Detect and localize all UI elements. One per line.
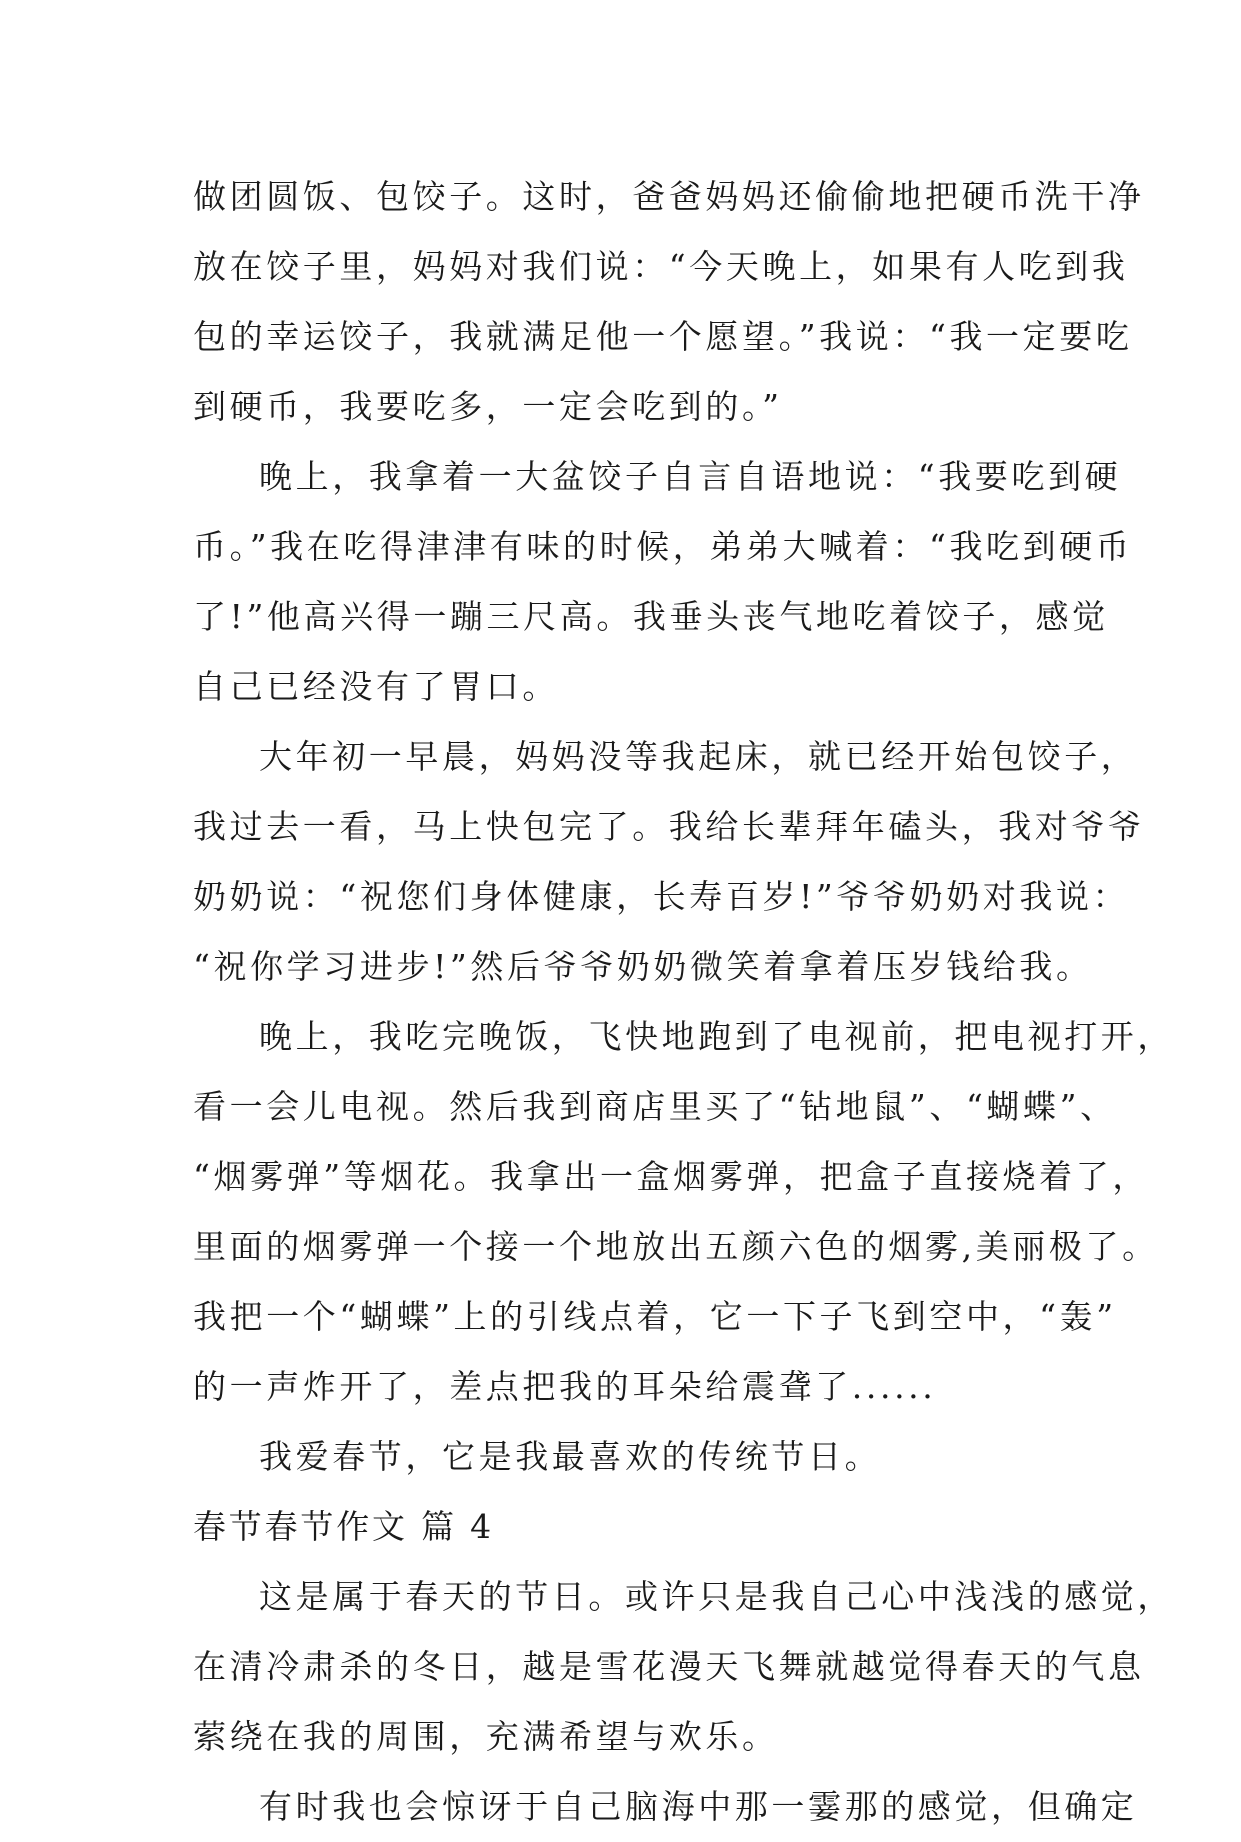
- text-line: 我爱春节，它是我最喜欢的传统节日。: [259, 1437, 882, 1476]
- text-line: 有时我也会惊讶于自己脑海中那一霎那的感觉，但确定: [259, 1787, 1138, 1826]
- text-line: 看一会儿电视。然后我到商店里买了“钻地鼠”、“蝴蝶”、: [193, 1087, 1117, 1126]
- text-line: 里面的烟雾弹一个接一个地放出五颜六色的烟雾,美丽极了。: [193, 1227, 1159, 1266]
- text-line: 晚上，我拿着一大盆饺子自言自语地说：“我要吃到硬: [259, 457, 1122, 496]
- text-line: 我把一个“蝴蝶”上的引线点着，它一下子飞到空中，“轰”: [193, 1297, 1117, 1336]
- text-line: 萦绕在我的周围，充满希望与欢乐。: [193, 1717, 779, 1756]
- text-line: 币。”我在吃得津津有味的时候，弟弟大喊着：“我吃到硬币: [193, 527, 1133, 566]
- text-line: 晚上，我吃完晚饭，飞快地跑到了电视前，把电视打开，: [259, 1017, 1174, 1056]
- text-line: 大年初一早晨，妈妈没等我起床，就已经开始包饺子，: [259, 737, 1138, 776]
- text-line: 了!”他高兴得一蹦三尺高。我垂头丧气地吃着饺子，感觉: [193, 597, 1109, 636]
- text-line: 做团圆饭、包饺子。这时，爸爸妈妈还偷偷地把硬币洗干净: [193, 177, 1145, 216]
- text-line: “烟雾弹”等烟花。我拿出一盒烟雾弹，把盒子直接烧着了，: [193, 1157, 1149, 1196]
- text-line: 我过去一看，马上快包完了。我给长辈拜年磕头，我对爷爷: [193, 807, 1145, 846]
- text-line: “祝你学习进步!”然后爷爷奶奶微笑着拿着压岁钱给我。: [193, 947, 1093, 986]
- text-line: 到硬币，我要吃多，一定会吃到的。”: [193, 387, 783, 426]
- text-line: 放在饺子里，妈妈对我们说：“今天晚上，如果有人吃到我: [193, 247, 1129, 286]
- text-line: 自己已经没有了胃口。: [193, 667, 559, 706]
- text-line: 包的幸运饺子，我就满足他一个愿望。”我说：“我一定要吃: [193, 317, 1133, 356]
- text-line: 在清冷肃杀的冬日，越是雪花漫天飞舞就越觉得春天的气息: [193, 1647, 1145, 1686]
- text-line: 奶奶说：“祝您们身体健康，长寿百岁!”爷爷奶奶对我说：: [193, 877, 1130, 916]
- article-body: [193, 162, 1174, 1842]
- text-line: 这是属于春天的节日。或许只是我自己心中浅浅的感觉，: [259, 1577, 1174, 1616]
- text-line: 的一声炸开了，差点把我的耳朵给震聋了......: [193, 1367, 937, 1406]
- section-heading: 春节春节作文 篇 4: [193, 1507, 494, 1546]
